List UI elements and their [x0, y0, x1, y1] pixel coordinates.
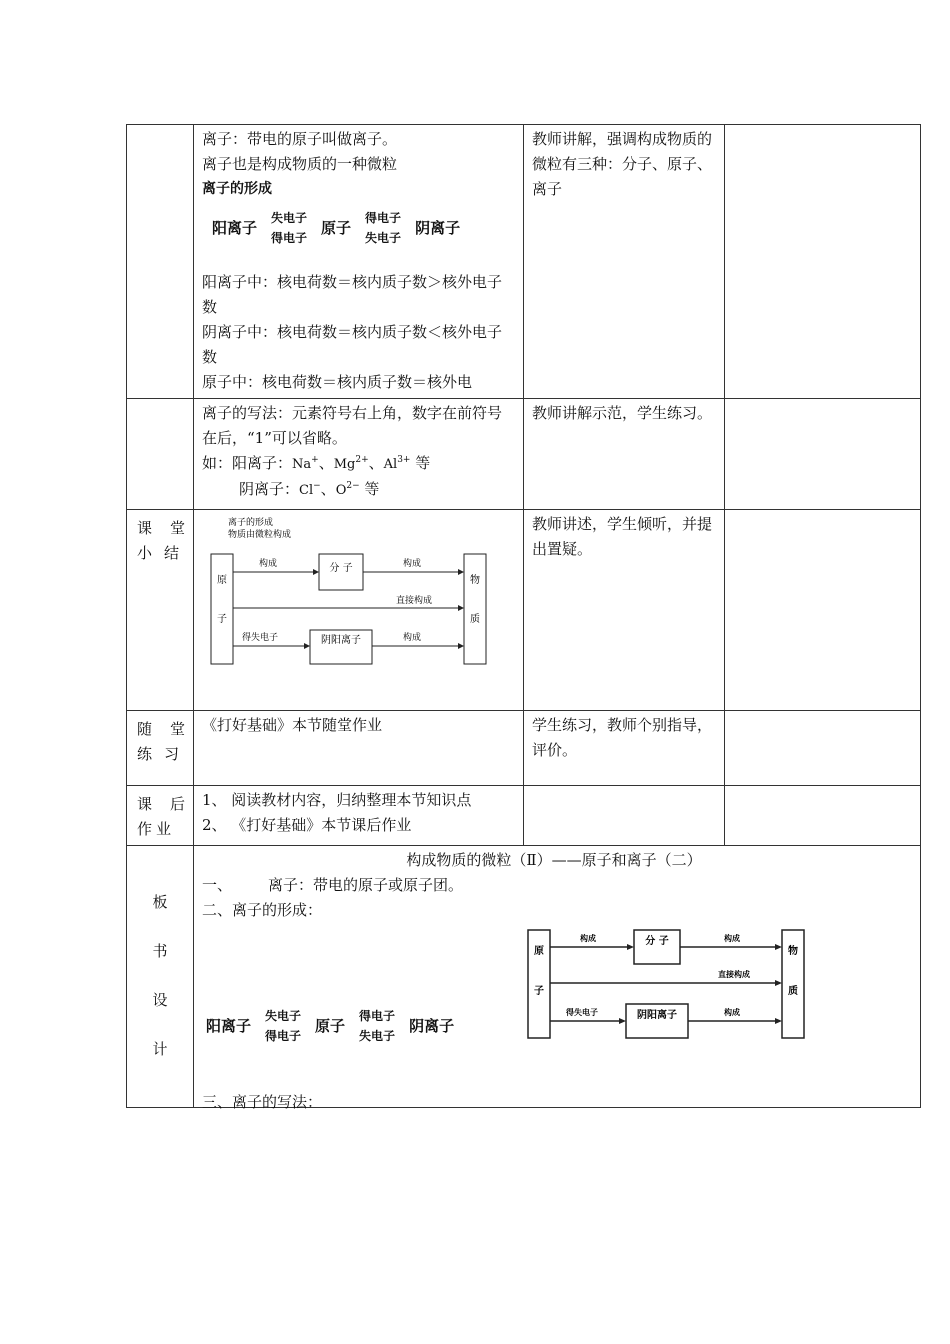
arrow-label: 构成: [724, 1008, 740, 1017]
anion-label: 阴离子: [409, 1016, 455, 1035]
label-char: 书: [152, 942, 168, 960]
ion-symbol: O: [335, 483, 347, 498]
label-char: 后: [169, 795, 185, 813]
table-row: [127, 711, 921, 786]
matter-label: 物: [470, 575, 480, 586]
atom-label: 子: [534, 986, 544, 997]
lose-electron-label: 失电子: [265, 1009, 302, 1023]
method-text: 教师讲解，强调构成物质的微粒有三种：分子、原子、离子: [532, 130, 713, 198]
label-char: 业: [156, 820, 172, 838]
text-line: 离子：带电的原子叫做离子。: [202, 130, 398, 148]
gain-electron-label: 得电子: [265, 1029, 302, 1043]
composition-diagram: [202, 510, 522, 680]
lesson-plan-table: [126, 124, 921, 1111]
arrow-label: 得失电子: [566, 1008, 598, 1017]
matter-label: 质: [788, 986, 798, 997]
ion-symbol: Mg: [333, 457, 356, 472]
molecule-label: 分 子: [329, 563, 353, 574]
label-char: 堂: [169, 720, 185, 738]
ions-label: 阴阳离子: [321, 635, 361, 646]
atom-label: 原子: [315, 1016, 346, 1035]
arrow-label: 构成: [580, 934, 596, 943]
example-suffix: 等: [410, 454, 431, 472]
ions-label: 阴阳离子: [637, 1010, 677, 1021]
example-prefix: 如：阳离子：: [202, 454, 293, 472]
lose-electron-label: 失电子: [359, 1029, 396, 1043]
ion-symbol: Al: [383, 457, 398, 472]
ion-charge: 2+: [355, 455, 369, 465]
method-cell: [524, 711, 725, 786]
molecule-label: 分 子: [645, 936, 669, 947]
text-line: 离子的写法：元素符号右上角，数字在前符号在后，“1”可以省略。: [202, 404, 503, 447]
anion-label: 阴离子: [415, 218, 461, 237]
atom-label: 子: [217, 614, 227, 625]
label-char: 课: [137, 519, 153, 537]
ion-charge: +: [311, 455, 319, 465]
cation-label: 阳离子: [206, 1016, 252, 1035]
text-line: 原子中：核电荷数＝核内质子数＝核外电: [202, 373, 473, 391]
content-cell: [194, 510, 524, 711]
notes-cell: [725, 510, 921, 711]
lose-electron-label: 失电子: [365, 231, 402, 245]
example-suffix: 等: [359, 480, 380, 498]
text-line: 阴离子中：核电荷数＝核内质子数＜核外电子数: [202, 323, 503, 366]
table-row: [127, 399, 921, 510]
label-char: 堂: [169, 519, 185, 537]
arrow-label: 得失电子: [241, 633, 279, 643]
table-row: [127, 786, 921, 846]
cation-example-line: 如：阳离子：Na+、$Mg^{2+}$、$Al^{3+}$ 等: [202, 454, 431, 472]
label-char: 习: [164, 745, 180, 763]
ion-charge: 3+: [397, 455, 411, 465]
arrow-label: 直接构成: [395, 596, 433, 606]
content-cell: [194, 399, 524, 510]
matter-box: [464, 554, 486, 664]
cation-label: 阳离子: [212, 218, 258, 237]
label-char: 结: [164, 544, 180, 562]
row-label-cell: [127, 510, 194, 711]
table-row: [127, 510, 921, 711]
label-char: 设: [152, 991, 168, 1009]
anion-example-line: 阴离子：Cl−、$O^{2-}$ 等: [239, 480, 380, 498]
practice-text: 《打好基础》本节随堂作业: [202, 716, 383, 734]
table-row: [127, 125, 921, 399]
homework-item: 1、 阅读教材内容，归纳整理本节知识点: [202, 791, 472, 809]
diagram-title: 离子的形成: [228, 518, 274, 528]
ion-formation-flow: [212, 208, 515, 248]
method-text: 教师讲解示范，学生练习。: [532, 404, 713, 422]
board-point-2: 二、离子的形成：: [202, 901, 323, 919]
atom-label: 原: [534, 946, 544, 957]
notes-cell: [725, 786, 921, 846]
homework-item: 2、 《打好基础》本节课后作业: [202, 816, 412, 834]
row-label: [127, 711, 193, 767]
arrow-label: 构成: [402, 559, 422, 569]
board-composition-diagram: [526, 928, 816, 1046]
label-char: 小: [137, 544, 153, 562]
arrow-label: 构成: [258, 559, 278, 569]
gain-electron-label: 得电子: [271, 231, 308, 245]
label-char: 练: [137, 745, 153, 763]
table-row: [127, 846, 921, 1108]
lose-electron-label: 失电子: [271, 211, 308, 225]
label-char: 板: [152, 893, 168, 911]
notes-cell: [725, 399, 921, 510]
board-point-1: [202, 873, 463, 898]
content-cell: [194, 711, 524, 786]
board-title: 构成物质的微粒（Ⅱ）——原子和离子（二）: [406, 851, 702, 869]
method-text: 教师讲述，学生倾听，并提出置疑。: [532, 515, 713, 558]
point-text: 离子：带电的原子或原子团。: [268, 876, 464, 894]
text-line: 阳离子中：核电荷数＝核内质子数＞核外电子数: [202, 273, 503, 316]
label-char: 课: [137, 795, 153, 813]
method-cell: [524, 510, 725, 711]
content-cell: [194, 125, 524, 399]
row-label: [127, 890, 193, 1062]
board-design-cell: [194, 846, 921, 1111]
atom-box: [211, 554, 233, 664]
arrow-label: 构成: [724, 934, 740, 943]
point-number: 一、: [202, 876, 233, 894]
notes-cell: [725, 125, 921, 399]
row-label: [127, 510, 193, 566]
board-point-3: 三、离子的写法：: [202, 1093, 323, 1111]
matter-label: 质: [470, 614, 480, 625]
matter-label: 物: [788, 946, 798, 957]
method-cell: [524, 399, 725, 510]
diagram-subtitle: 物质由微粒构成: [228, 530, 292, 540]
label-char: 计: [152, 1040, 168, 1058]
row-label-cell: [127, 399, 194, 510]
ion-charge: 2−: [346, 481, 360, 491]
example-prefix: 阴离子：: [239, 480, 300, 498]
row-label: [127, 786, 193, 842]
notes-cell: [725, 711, 921, 786]
row-label-cell: [127, 711, 194, 786]
label-char: 随: [137, 720, 153, 738]
content-cell: [194, 786, 524, 846]
label-char: 作: [137, 820, 153, 838]
method-text: 学生练习，教师个别指导，评价。: [532, 716, 713, 759]
row-label-cell: [127, 846, 194, 1108]
ion-formation-flow: [206, 1006, 454, 1046]
method-cell: [524, 125, 725, 399]
ion-charge: −: [313, 481, 321, 491]
gain-electron-label: 得电子: [359, 1009, 396, 1023]
arrow-label: 直接构成: [718, 970, 750, 979]
ion-symbol: Na: [292, 457, 312, 472]
text-line: 离子也是构成物质的一种微粒: [202, 155, 398, 173]
atom-label: 原: [217, 575, 227, 586]
atom-label: 原子: [321, 218, 352, 237]
method-cell: [524, 786, 725, 846]
ion-symbol: Cl: [299, 483, 314, 498]
row-label-cell: [127, 786, 194, 846]
gain-electron-label: 得电子: [365, 211, 402, 225]
row-label-cell: [127, 125, 194, 399]
arrow-label: 构成: [402, 633, 422, 643]
formation-title: 离子的形成: [202, 181, 272, 197]
